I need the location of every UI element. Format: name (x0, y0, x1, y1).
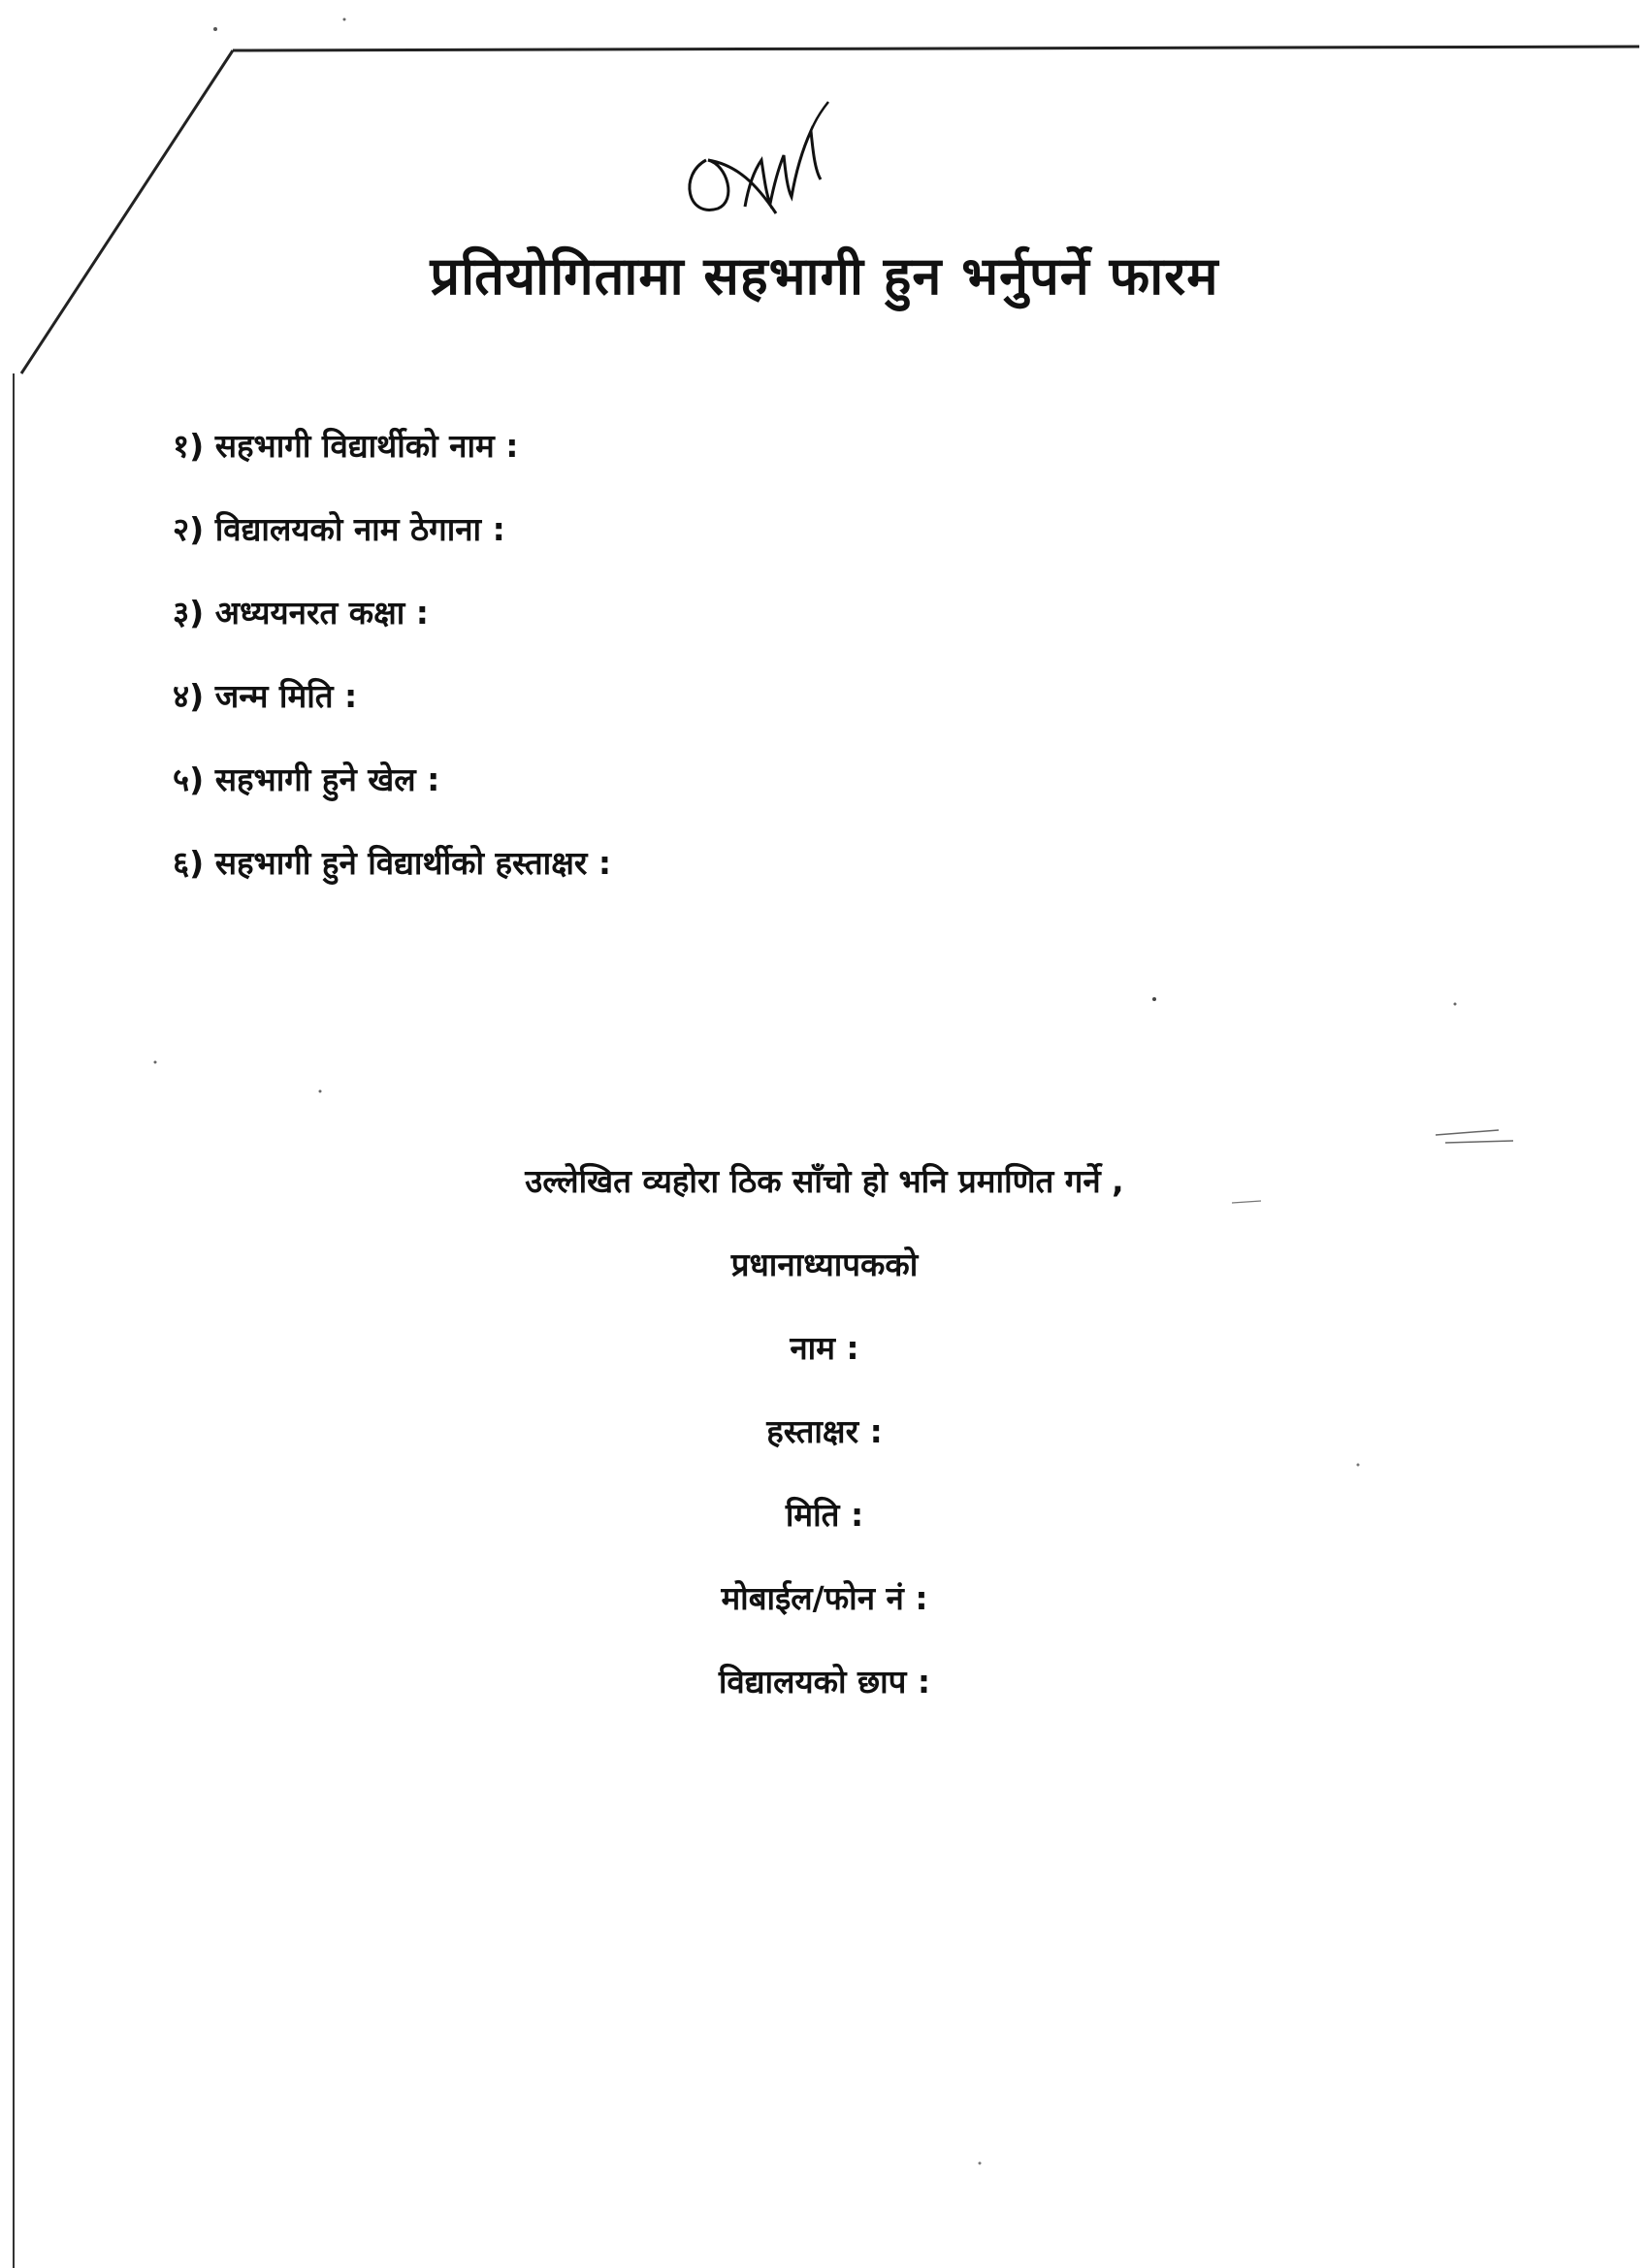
field-school-name-address: २) विद्यालयको नाम ठेगाना : (173, 510, 505, 548)
principal-signature-label: हस्ताक्षर : (766, 1412, 883, 1450)
field-birth-date: ४) जन्म मिति : (173, 677, 358, 715)
certification-date-label: मिति : (785, 1496, 864, 1534)
handwritten-signature (669, 92, 854, 247)
principal-role: प्रधानाध्यापकको (730, 1246, 919, 1283)
field-sport: ५) सहभागी हुने खेल : (173, 761, 440, 798)
principal-name-label: नाम : (790, 1329, 859, 1367)
form-title: प्रतियोगितामा सहभागी हुन भर्नुपर्ने फारम (430, 245, 1219, 307)
phone-label: मोबाईल/फोन नं : (721, 1579, 928, 1617)
principal-certification (0, 1162, 1649, 1746)
certification-statement: उल्लेखित व्यहोरा ठिक साँचो हो भनि प्रमाणित गर्ने , (525, 1162, 1124, 1200)
school-stamp-label: विद्यालयको छाप : (718, 1663, 931, 1701)
participant-fields (173, 427, 611, 927)
field-student-name: १) सहभागी विद्यार्थीको नाम : (173, 427, 519, 465)
field-student-signature: ६) सहभागी हुने विद्यार्थीको हस्ताक्षर : (173, 844, 612, 882)
field-class: ३) अध्ययनरत कक्षा : (173, 594, 429, 632)
